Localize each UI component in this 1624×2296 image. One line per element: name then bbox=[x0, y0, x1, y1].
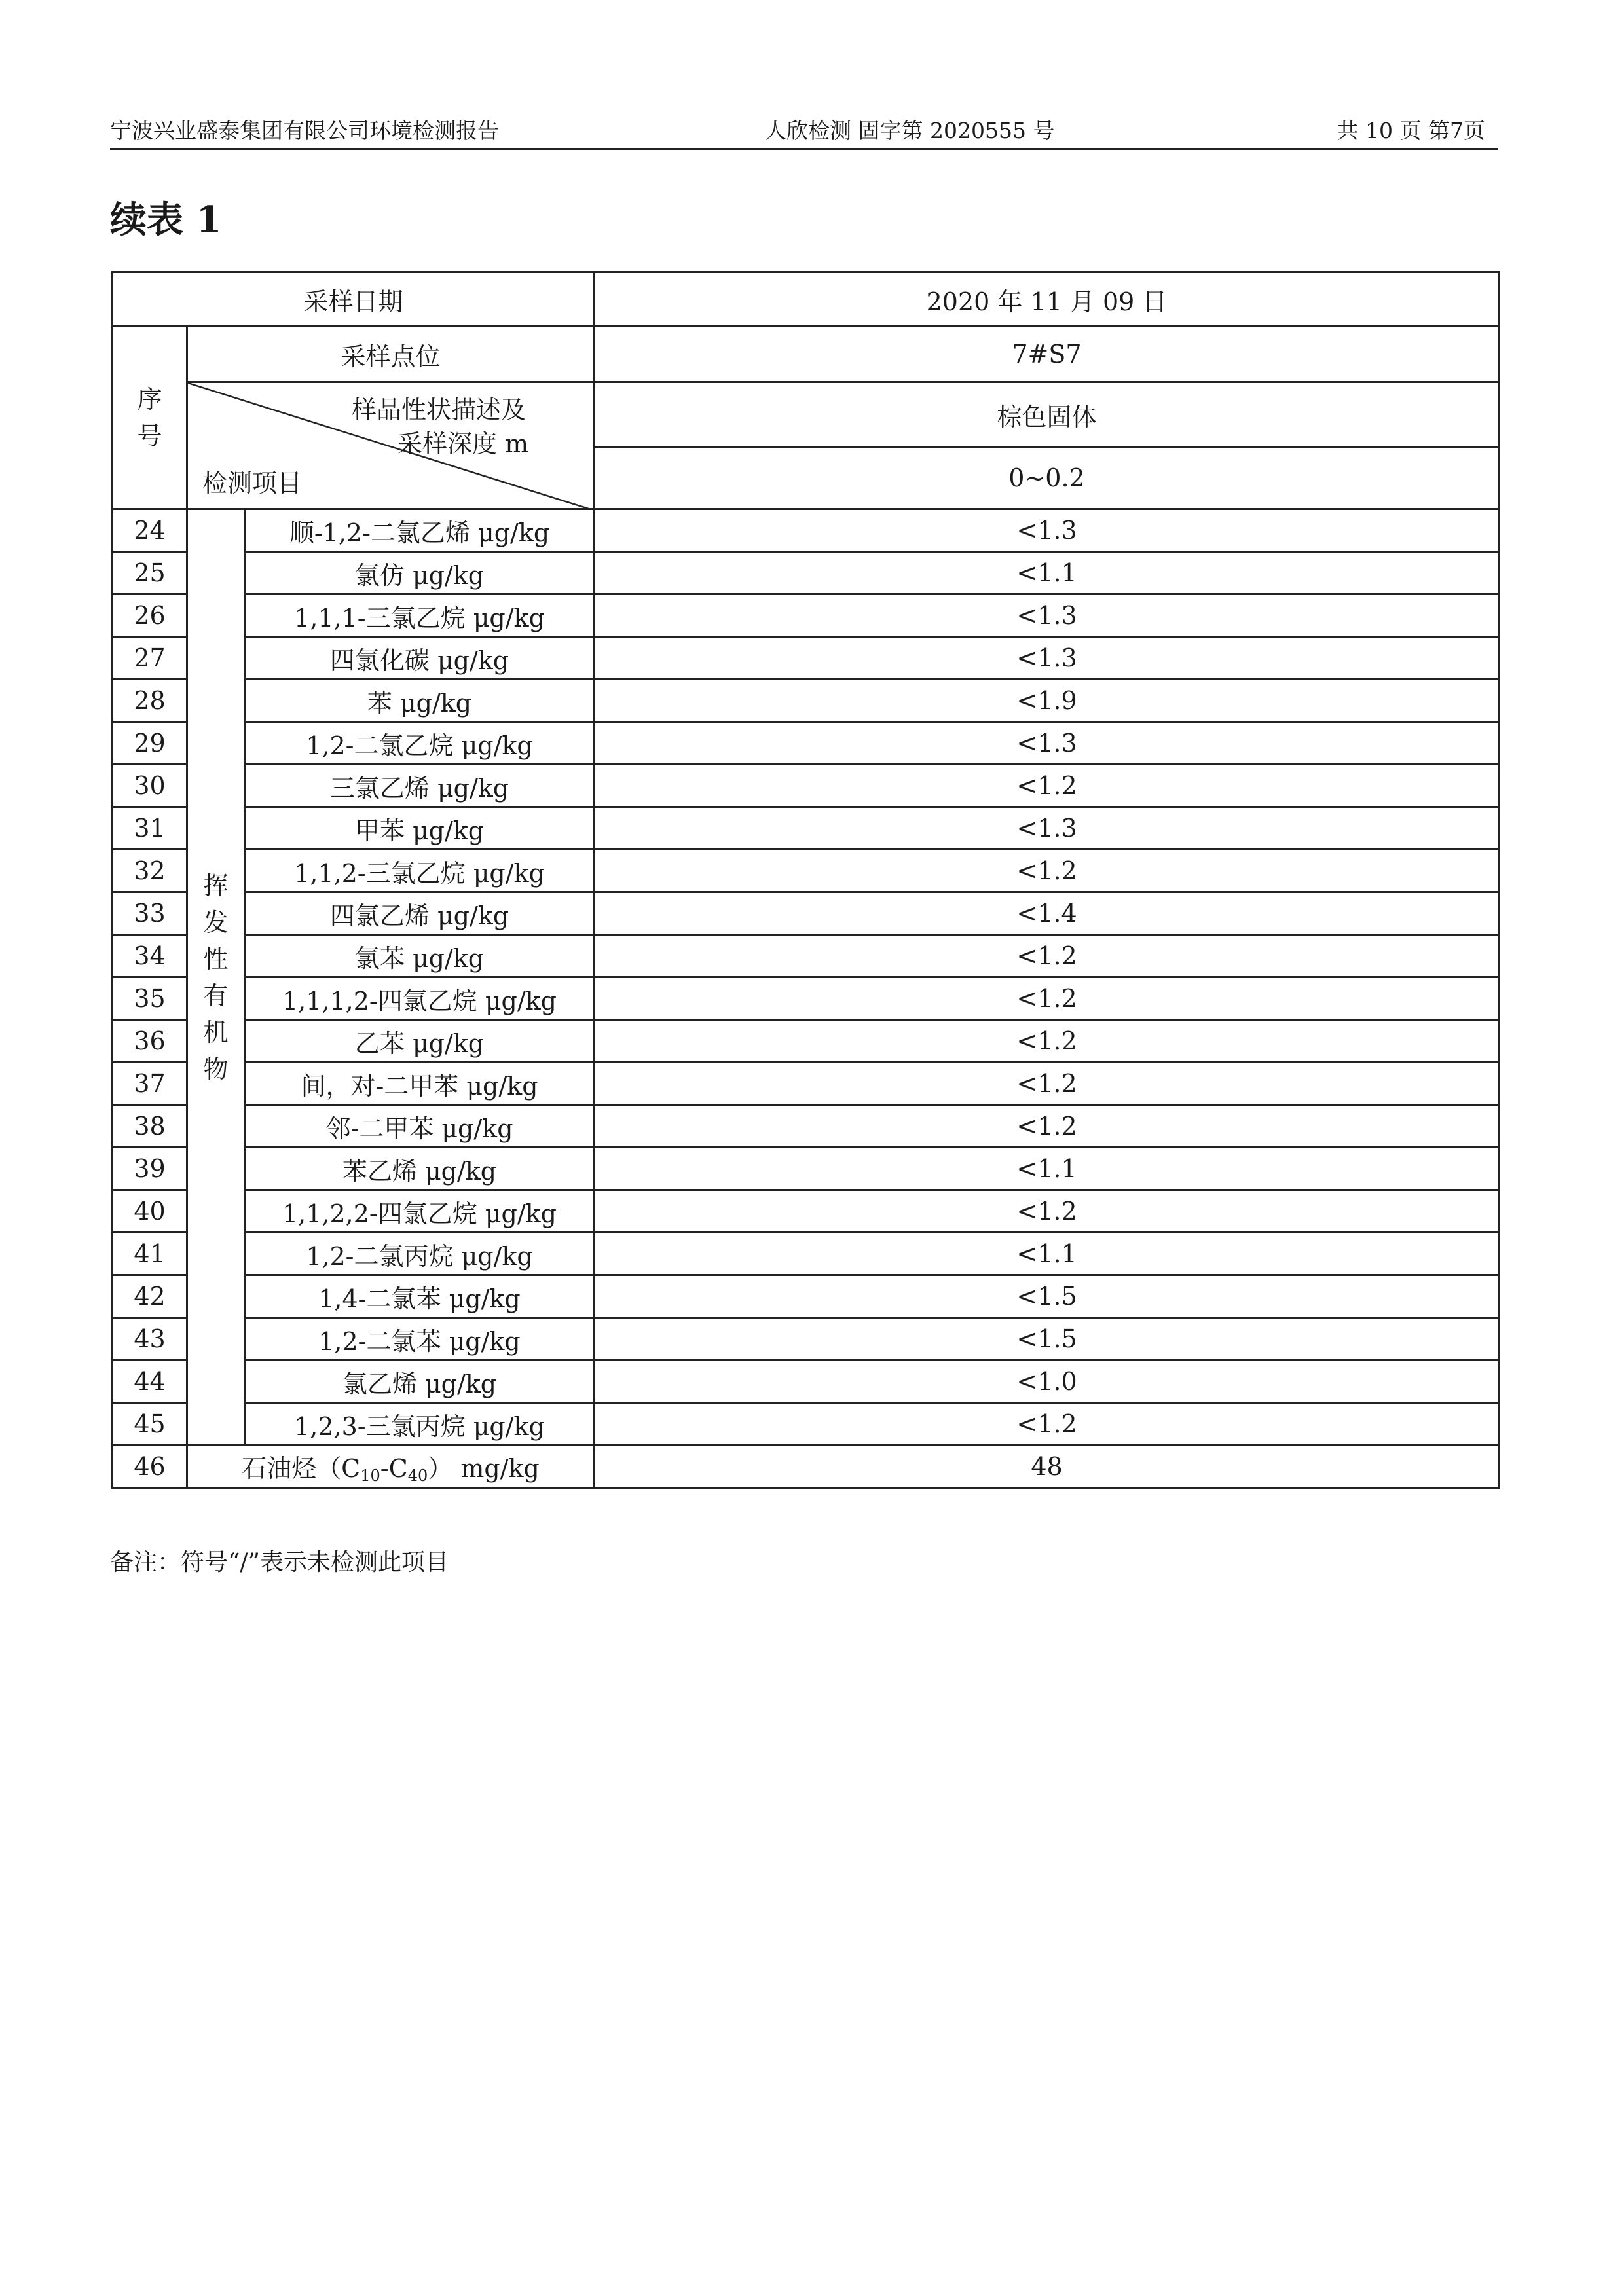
table-row bbox=[113, 1020, 1500, 1063]
table-row bbox=[113, 1403, 1500, 1446]
row-number: 30 bbox=[113, 765, 187, 807]
table-row bbox=[113, 509, 1500, 552]
table-row bbox=[113, 552, 1500, 594]
row-item: 氯苯 μg/kg bbox=[245, 935, 595, 977]
table-row bbox=[113, 637, 1500, 680]
last-row-item-sub1: 10 bbox=[360, 1467, 380, 1485]
table-row bbox=[113, 1148, 1500, 1190]
row-number: 28 bbox=[113, 680, 187, 722]
row-value: <1.2 bbox=[595, 1190, 1500, 1233]
row-number: 37 bbox=[113, 1063, 187, 1105]
row-number: 42 bbox=[113, 1275, 187, 1318]
sampling-date-row bbox=[113, 272, 1500, 327]
row-item: 间，对-二甲苯 μg/kg bbox=[245, 1063, 595, 1105]
row-item: 三氯乙烯 μg/kg bbox=[245, 765, 595, 807]
row-value: <1.1 bbox=[595, 1148, 1500, 1190]
diagonal-header-cell bbox=[187, 382, 595, 509]
row-number: 39 bbox=[113, 1148, 187, 1190]
row-value: <1.3 bbox=[595, 509, 1500, 552]
row-value: <1.4 bbox=[595, 892, 1500, 935]
sampling-date-label: 采样日期 bbox=[113, 272, 595, 327]
row-item: 邻-二甲苯 μg/kg bbox=[245, 1105, 595, 1148]
table-row bbox=[113, 594, 1500, 637]
row-number: 25 bbox=[113, 552, 187, 594]
header-page-count: 共 10 页 第7页 bbox=[1337, 118, 1485, 143]
last-row-item bbox=[187, 1446, 595, 1488]
row-item: 乙苯 μg/kg bbox=[245, 1020, 595, 1063]
row-number: 43 bbox=[113, 1318, 187, 1360]
footnote: 备注：符号“/”表示未检测此项目 bbox=[110, 1549, 449, 1576]
row-number: 33 bbox=[113, 892, 187, 935]
row-item: 1,2-二氯乙烷 μg/kg bbox=[245, 722, 595, 765]
table-row bbox=[113, 680, 1500, 722]
row-item: 四氯乙烯 μg/kg bbox=[245, 892, 595, 935]
row-number: 36 bbox=[113, 1020, 187, 1063]
table-row bbox=[113, 935, 1500, 977]
row-item: 1,2-二氯丙烷 μg/kg bbox=[245, 1233, 595, 1275]
table-row bbox=[113, 1063, 1500, 1105]
last-row-item-sub2: 40 bbox=[407, 1467, 428, 1485]
row-value: <1.2 bbox=[595, 977, 1500, 1020]
depth-value: 0~0.2 bbox=[595, 447, 1500, 509]
row-value: <1.3 bbox=[595, 722, 1500, 765]
sampling-point-label: 采样点位 bbox=[187, 327, 595, 382]
row-item: 氯仿 μg/kg bbox=[245, 552, 595, 594]
table-row bbox=[113, 1318, 1500, 1360]
row-item: 1,1,2-三氯乙烷 μg/kg bbox=[245, 850, 595, 892]
row-number: 44 bbox=[113, 1360, 187, 1403]
table-row bbox=[113, 1190, 1500, 1233]
row-number: 27 bbox=[113, 637, 187, 680]
last-row bbox=[113, 1446, 1500, 1488]
table-title: 续表 1 bbox=[110, 198, 222, 242]
row-item: 1,1,1-三氯乙烷 μg/kg bbox=[245, 594, 595, 637]
seq-label: 序号 bbox=[137, 385, 162, 450]
row-item: 1,2-二氯苯 μg/kg bbox=[245, 1318, 595, 1360]
sampling-point-value: 7#S7 bbox=[595, 327, 1500, 382]
header-report-title: 宁波兴业盛泰集团有限公司环境检测报告 bbox=[110, 118, 499, 143]
table-row bbox=[113, 1360, 1500, 1403]
row-number: 31 bbox=[113, 807, 187, 850]
category-label: 挥发性有机物 bbox=[203, 871, 229, 1084]
row-value: <1.2 bbox=[595, 765, 1500, 807]
row-item: 四氯化碳 μg/kg bbox=[245, 637, 595, 680]
row-value: <1.9 bbox=[595, 680, 1500, 722]
row-number: 35 bbox=[113, 977, 187, 1020]
row-number: 32 bbox=[113, 850, 187, 892]
row-item: 1,4-二氯苯 μg/kg bbox=[245, 1275, 595, 1318]
row-item: 苯乙烯 μg/kg bbox=[245, 1148, 595, 1190]
table-row bbox=[113, 722, 1500, 765]
row-value: <1.2 bbox=[595, 1403, 1500, 1446]
row-item: 苯 μg/kg bbox=[245, 680, 595, 722]
row-number: 40 bbox=[113, 1190, 187, 1233]
row-value: <1.2 bbox=[595, 1020, 1500, 1063]
results-table bbox=[111, 271, 1500, 1489]
table-row bbox=[113, 1233, 1500, 1275]
row-number: 41 bbox=[113, 1233, 187, 1275]
row-value: <1.2 bbox=[595, 850, 1500, 892]
results-table-body bbox=[113, 272, 1500, 1488]
row-value: <1.2 bbox=[595, 1105, 1500, 1148]
last-row-item-suffix: ） mg/kg bbox=[428, 1454, 540, 1483]
category-cell bbox=[187, 509, 245, 1446]
last-row-no: 46 bbox=[113, 1446, 187, 1488]
row-value: <1.2 bbox=[595, 1063, 1500, 1105]
header-report-number: 人欣检测 固字第 2020555 号 bbox=[765, 118, 1055, 143]
row-item: 氯乙烯 μg/kg bbox=[245, 1360, 595, 1403]
row-number: 24 bbox=[113, 509, 187, 552]
row-value: <1.1 bbox=[595, 1233, 1500, 1275]
table-row bbox=[113, 1275, 1500, 1318]
table-row bbox=[113, 1105, 1500, 1148]
row-item: 1,2,3-三氯丙烷 μg/kg bbox=[245, 1403, 595, 1446]
table-row bbox=[113, 850, 1500, 892]
row-value: <1.1 bbox=[595, 552, 1500, 594]
row-item: 1,1,1,2-四氯乙烷 μg/kg bbox=[245, 977, 595, 1020]
item-label: 检测项目 bbox=[202, 469, 303, 498]
row-value: <1.3 bbox=[595, 807, 1500, 850]
desc-label-line2: 采样深度 m bbox=[397, 429, 529, 458]
row-item: 甲苯 μg/kg bbox=[245, 807, 595, 850]
row-value: <1.5 bbox=[595, 1275, 1500, 1318]
row-value: <1.0 bbox=[595, 1360, 1500, 1403]
sampling-point-row bbox=[113, 327, 1500, 382]
last-row-item-prefix: 石油烃（C bbox=[242, 1454, 361, 1483]
row-item: 顺-1,2-二氯乙烯 μg/kg bbox=[245, 509, 595, 552]
desc-label-line1: 样品性状描述及 bbox=[352, 395, 526, 424]
page-header bbox=[110, 111, 1498, 150]
row-number: 29 bbox=[113, 722, 187, 765]
sampling-date-value: 2020 年 11 月 09 日 bbox=[595, 272, 1500, 327]
sample-desc-row bbox=[113, 382, 1500, 447]
row-value: <1.5 bbox=[595, 1318, 1500, 1360]
table-row bbox=[113, 977, 1500, 1020]
table-row bbox=[113, 765, 1500, 807]
last-row-item-mid: -C bbox=[380, 1454, 408, 1483]
row-number: 38 bbox=[113, 1105, 187, 1148]
row-value: <1.2 bbox=[595, 935, 1500, 977]
seq-header-cell bbox=[113, 327, 187, 509]
table-row bbox=[113, 807, 1500, 850]
row-number: 34 bbox=[113, 935, 187, 977]
row-number: 26 bbox=[113, 594, 187, 637]
row-value: <1.3 bbox=[595, 594, 1500, 637]
row-value: <1.3 bbox=[595, 637, 1500, 680]
row-item: 1,1,2,2-四氯乙烷 μg/kg bbox=[245, 1190, 595, 1233]
last-row-value: 48 bbox=[595, 1446, 1500, 1488]
sample-desc-value: 棕色固体 bbox=[595, 382, 1500, 447]
row-number: 45 bbox=[113, 1403, 187, 1446]
table-row bbox=[113, 892, 1500, 935]
